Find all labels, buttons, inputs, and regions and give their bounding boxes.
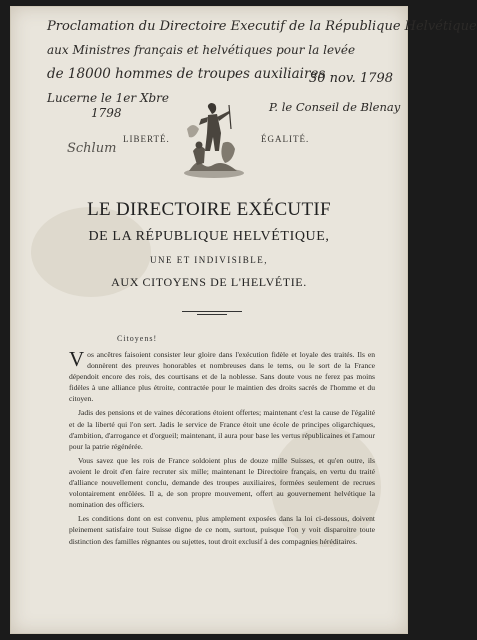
paragraph: Vos ancêtres faisoient consister leur gloire dans l'exécution fidèle et loyale des traités. Ils en donnèrent des preuves honorables et nombreuses dans le tems, ou le sort de la France dépendoit encore des rois, des courtisans et de la noblesse. Sans doute vous ne ferez pas moins fidèles à une alliance plus étroite, contractée pour le maintien des droits sacrés de l'homme et du citoyen. bbox=[69, 347, 375, 404]
paragraph: Les conditions dont on est convenu, plus amplement exposées dans la loi ci-dessous, doivent pleinement satisfaire tout Suisse digne de ce nom, surtout, puisque l'on y voit disparoitre toute distinction des familles régnantes ou sujettes, tout droit exclusif à des compagnies héréditaires. bbox=[69, 514, 375, 546]
ornamental-rule bbox=[197, 314, 227, 315]
motto-egalite: ÉGALITÉ. bbox=[261, 134, 310, 144]
handwriting-line-3: de 18000 hommes de troupes auxiliaires bbox=[47, 66, 326, 82]
ministry-annotation: P. le Conseil de Blenay bbox=[269, 100, 401, 114]
heading-une-indivisible: UNE ET INDIVISIBLE, bbox=[149, 255, 269, 265]
ornamental-rule bbox=[182, 311, 242, 312]
date-annotation: 30 nov. 1798 bbox=[309, 71, 394, 86]
paragraph: Jadis des pensions et de vaines décorations étoient offertes; maintenant c'est la cause de l'égalité et de la liberté qui l'on sert. Jadis le service de France étoit une école de principes oligarchiques, d'ambition, d'arrogance et d'orgueil; maintenant, il aura pour base les vertus républicaines et l'amour pour la patrie régénérée. bbox=[69, 408, 375, 451]
proclamation-body bbox=[69, 349, 375, 550]
heading-aux-citoyens: AUX CITOYENS DE L'HELVÉTIE. bbox=[111, 275, 307, 289]
document-sheet bbox=[10, 6, 477, 634]
drop-cap: V bbox=[69, 347, 85, 371]
paragraph: Vous savez que les rois de France soldoient plus de douze mille Suisses, et qu'en outre, ils avoient le droit d'en faire recruter six mille; maintenant le Directoire français, en vertu du traité d'alliance nouvellement conclu, demande des troupes auxiliaires, formées seulement de recrues volontairement enrôlées. Il a, de son propre mouvement, offert au gouvernement helvétique la nomination des officiers. bbox=[69, 455, 375, 510]
handwriting-line-2: aux Ministres français et helvétiques pour la levée bbox=[47, 43, 356, 57]
handwriting-year: 1798 bbox=[91, 106, 122, 120]
signature: Schlum bbox=[67, 141, 117, 156]
heading-republique: DE LA RÉPUBLIQUE HELVÉTIQUE, bbox=[88, 229, 330, 244]
salutation: Citoyens! bbox=[117, 334, 158, 343]
motto-liberte: LIBERTÉ. bbox=[123, 134, 170, 144]
handwriting-line-1: Proclamation du Directoire Executif de la République Helvétique bbox=[47, 19, 477, 34]
tell-vignette-engraving bbox=[179, 99, 249, 179]
handwriting-line-4: Lucerne le 1er Xbre bbox=[47, 91, 170, 105]
heading-directoire: LE DIRECTOIRE EXÉCUTIF bbox=[87, 199, 331, 220]
